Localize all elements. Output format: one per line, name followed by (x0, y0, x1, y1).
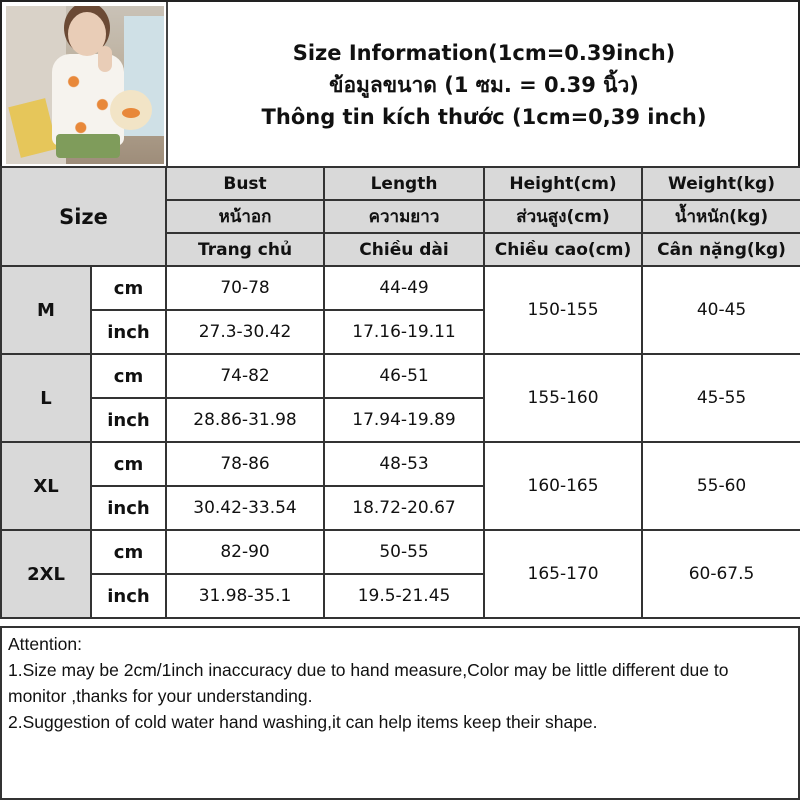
weight-value: 55-60 (642, 442, 800, 530)
unit-label: cm (91, 442, 166, 486)
table-row (1, 530, 800, 574)
title-block (168, 2, 800, 168)
unit-label: inch (91, 398, 166, 442)
unit-label: cm (91, 354, 166, 398)
weight-value: 45-55 (642, 354, 800, 442)
size-header: Size (1, 167, 166, 266)
unit-label: inch (91, 486, 166, 530)
length-value: 17.16-19.11 (324, 310, 484, 354)
title-english: Size Information(1cm=0.39inch) (292, 41, 676, 65)
bust-value: 30.42-33.54 (166, 486, 324, 530)
size-label: XL (1, 442, 91, 530)
note-line: 1.Size may be 2cm/1inch inaccuracy due to hand measure,Color may be little different due to (8, 660, 729, 680)
length-value: 44-49 (324, 266, 484, 310)
col-bust-en: Bust (166, 167, 324, 200)
length-value: 48-53 (324, 442, 484, 486)
col-length-vi: Chiều dài (324, 233, 484, 266)
weight-value: 60-67.5 (642, 530, 800, 618)
size-table (0, 166, 800, 619)
bust-value: 70-78 (166, 266, 324, 310)
col-length-en: Length (324, 167, 484, 200)
size-label: M (1, 266, 91, 354)
attention-notes (0, 626, 800, 800)
col-weight-vi: Cân nặng(kg) (642, 233, 800, 266)
size-label: 2XL (1, 530, 91, 618)
table-row (1, 354, 800, 398)
col-length-th: ความยาว (324, 200, 484, 233)
col-weight-en: Weight(kg) (642, 167, 800, 200)
bust-value: 31.98-35.1 (166, 574, 324, 618)
length-value: 18.72-20.67 (324, 486, 484, 530)
weight-value: 40-45 (642, 266, 800, 354)
height-value: 150-155 (484, 266, 642, 354)
unit-label: cm (91, 530, 166, 574)
unit-label: inch (91, 574, 166, 618)
notes-heading: Attention: (8, 634, 82, 654)
bust-value: 78-86 (166, 442, 324, 486)
col-height-en: Height(cm) (484, 167, 642, 200)
bust-value: 74-82 (166, 354, 324, 398)
size-label: L (1, 354, 91, 442)
chart-header (0, 0, 800, 166)
length-value: 17.94-19.89 (324, 398, 484, 442)
bust-value: 27.3-30.42 (166, 310, 324, 354)
height-value: 165-170 (484, 530, 642, 618)
length-value: 46-51 (324, 354, 484, 398)
title-thai: ข้อมูลขนาด (1 ซม. = 0.39 นิ้ว) (329, 73, 639, 97)
height-value: 155-160 (484, 354, 642, 442)
table-row (1, 442, 800, 486)
height-value: 160-165 (484, 442, 642, 530)
bust-value: 28.86-31.98 (166, 398, 324, 442)
note-line: 2.Suggestion of cold water hand washing,it can help items keep their shape. (8, 712, 598, 732)
col-weight-th: น้ำหนัก(kg) (642, 200, 800, 233)
bust-value: 82-90 (166, 530, 324, 574)
note-line: monitor ,thanks for your understanding. (8, 686, 313, 706)
col-height-vi: Chiều cao(cm) (484, 233, 642, 266)
col-bust-vi: Trang chủ (166, 233, 324, 266)
col-bust-th: หน้าอก (166, 200, 324, 233)
length-value: 50-55 (324, 530, 484, 574)
table-row (1, 266, 800, 310)
header-row-english (1, 167, 800, 200)
length-value: 19.5-21.45 (324, 574, 484, 618)
unit-label: cm (91, 266, 166, 310)
product-photo (6, 6, 164, 164)
col-height-th: ส่วนสูง(cm) (484, 200, 642, 233)
unit-label: inch (91, 310, 166, 354)
title-vietnamese: Thông tin kích thước (1cm=0,39 inch) (261, 105, 707, 129)
